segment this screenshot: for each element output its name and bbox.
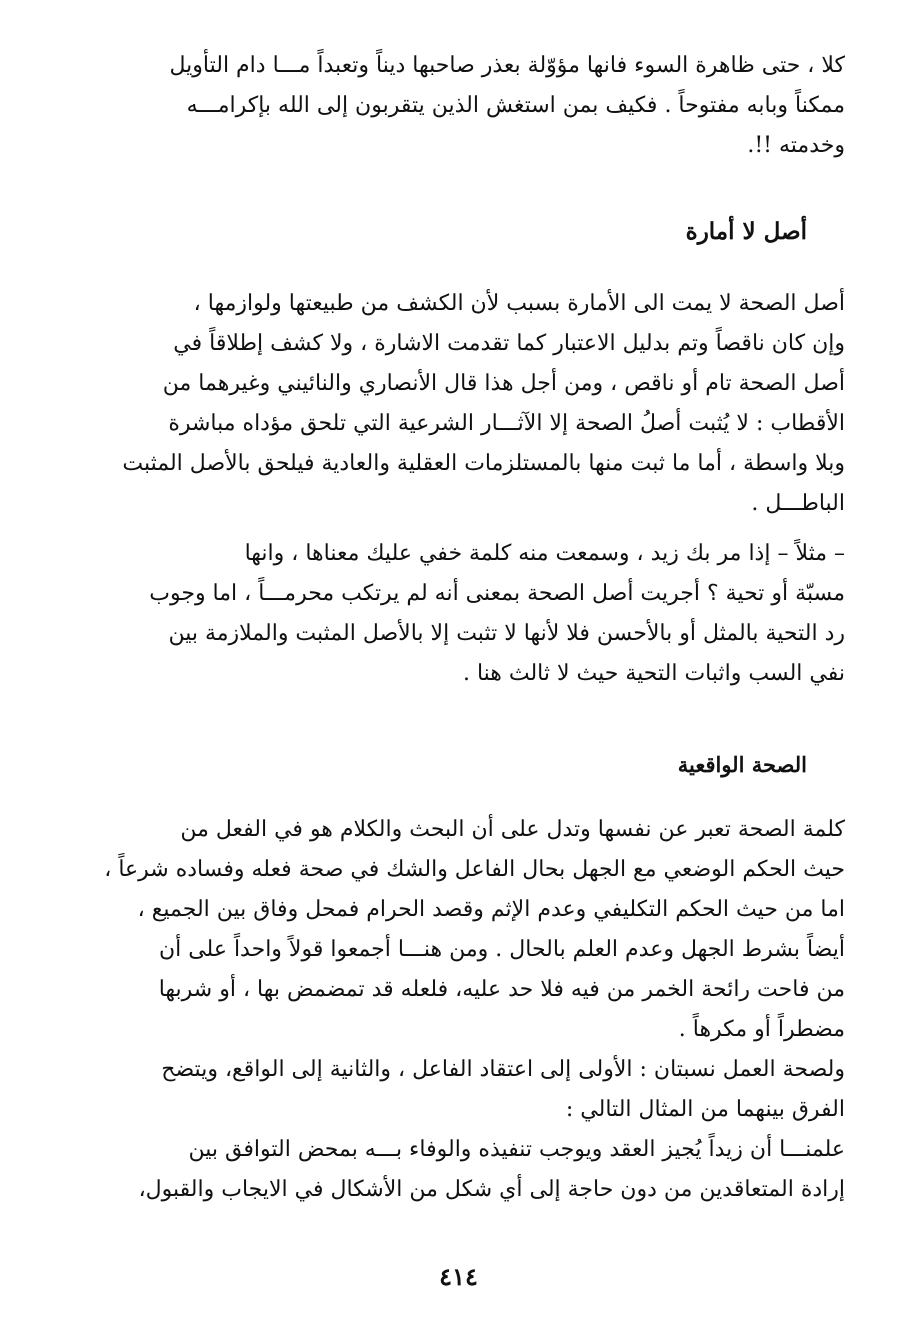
text-line: أصل الصحة تام أو ناقص ، ومن أجل هذا قال الأنصاري والنائيني وغيرهما من — [162, 371, 845, 396]
text-line: – مثلاً – إذا مر بك زيد ، وسمعت منه كلمة خفي عليك معناها ، وانها — [244, 541, 845, 566]
paragraph — [75, 534, 845, 694]
text-line: مسبّة أو تحية ؟ أجريت أصل الصحة بمعنى أنه لم يرتكب محرمـــاً ، اما وجوب — [149, 581, 845, 606]
text-line: وبلا واسطة ، أما ما ثبت منها بالمستلزمات العقلية والعادية فيلحق بالأصل المثبت — [122, 451, 845, 476]
text-line: كلا ، حتى ظاهرة السوء فانها مؤوّلة بعذر صاحبها ديناً وتعبداً مـــا دام التأويل — [169, 53, 845, 78]
text-line: ممكناً وبابه مفتوحاً . فكيف بمن استغش الذين يتقربون إلى الله بإكرامـــه — [186, 93, 845, 118]
page-number: ٤١٤ — [439, 1262, 478, 1291]
paragraph — [75, 284, 845, 524]
paragraph — [75, 1050, 845, 1130]
paragraph — [75, 810, 845, 1050]
text-line: وإن كان ناقصاً وتم بدليل الاعتبار كما تقدمت الاشارة ، ولا كشف إطلاقاً في — [173, 331, 845, 356]
section-body — [75, 284, 845, 694]
text-line: من فاحت رائحة الخمر من فيه فلا حد عليه، فلعله قد تمضمض بها ، أو شربها — [158, 977, 845, 1002]
paragraph — [75, 46, 845, 166]
text-line: مضطراً أو مكرهاً . — [678, 1017, 845, 1042]
section-heading: أصل لا أمارة — [685, 218, 807, 245]
section-body — [75, 810, 845, 1210]
text-line: رد التحية بالمثل أو بالأحسن فلا لأنها لا تثبت إلا بالأصل المثبت والملازمة بين — [168, 621, 845, 646]
text-line: الباطـــل . — [751, 491, 845, 516]
text-line: الفرق بينهما من المثال التالي : — [565, 1097, 845, 1122]
text-line: كلمة الصحة تعبر عن نفسها وتدل على أن البحث والكلام هو في الفعل من — [180, 817, 845, 842]
text-line: نفي السب واثبات التحية حيث لا ثالث هنا . — [462, 661, 845, 686]
text-line: اما من حيث الحكم التكليفي وعدم الإثم وقصد الحرام فمحل وفاق بين الجميع ، — [137, 897, 845, 922]
text-line: إرادة المتعاقدين من دون حاجة إلى أي شكل من الأشكال في الايجاب والقبول، — [138, 1177, 845, 1202]
text-line: أيضاً بشرط الجهل وعدم العلم بالحال . ومن هنـــا أجمعوا قولاً واحداً على أن — [158, 937, 845, 962]
text-line: ولصحة العمل نسبتان : الأولى إلى اعتقاد الفاعل ، والثانية إلى الواقع، ويتضح — [161, 1057, 845, 1082]
text-line: أصل الصحة لا يمت الى الأمارة بسبب لأن الكشف من طبيعتها ولوازمها ، — [193, 291, 845, 316]
text-line: وخدمته !!. — [747, 133, 845, 158]
section-heading: الصحة الواقعية — [677, 752, 807, 777]
paragraph — [75, 1130, 845, 1210]
text-line: علمنـــا أن زيداً يُجيز العقد ويوجب تنفيذه والوفاء بـــه بمحض التوافق بين — [188, 1137, 845, 1162]
text-line: الأقطاب : لا يُثبت أصلُ الصحة إلا الآثـــار الشرعية التي تلحق مؤداه مباشرة — [168, 411, 845, 436]
continuation-paragraph — [75, 46, 845, 166]
text-line: حيث الحكم الوضعي مع الجهل بحال الفاعل والشك في صحة فعله وفساده شرعاً ، — [104, 857, 845, 882]
